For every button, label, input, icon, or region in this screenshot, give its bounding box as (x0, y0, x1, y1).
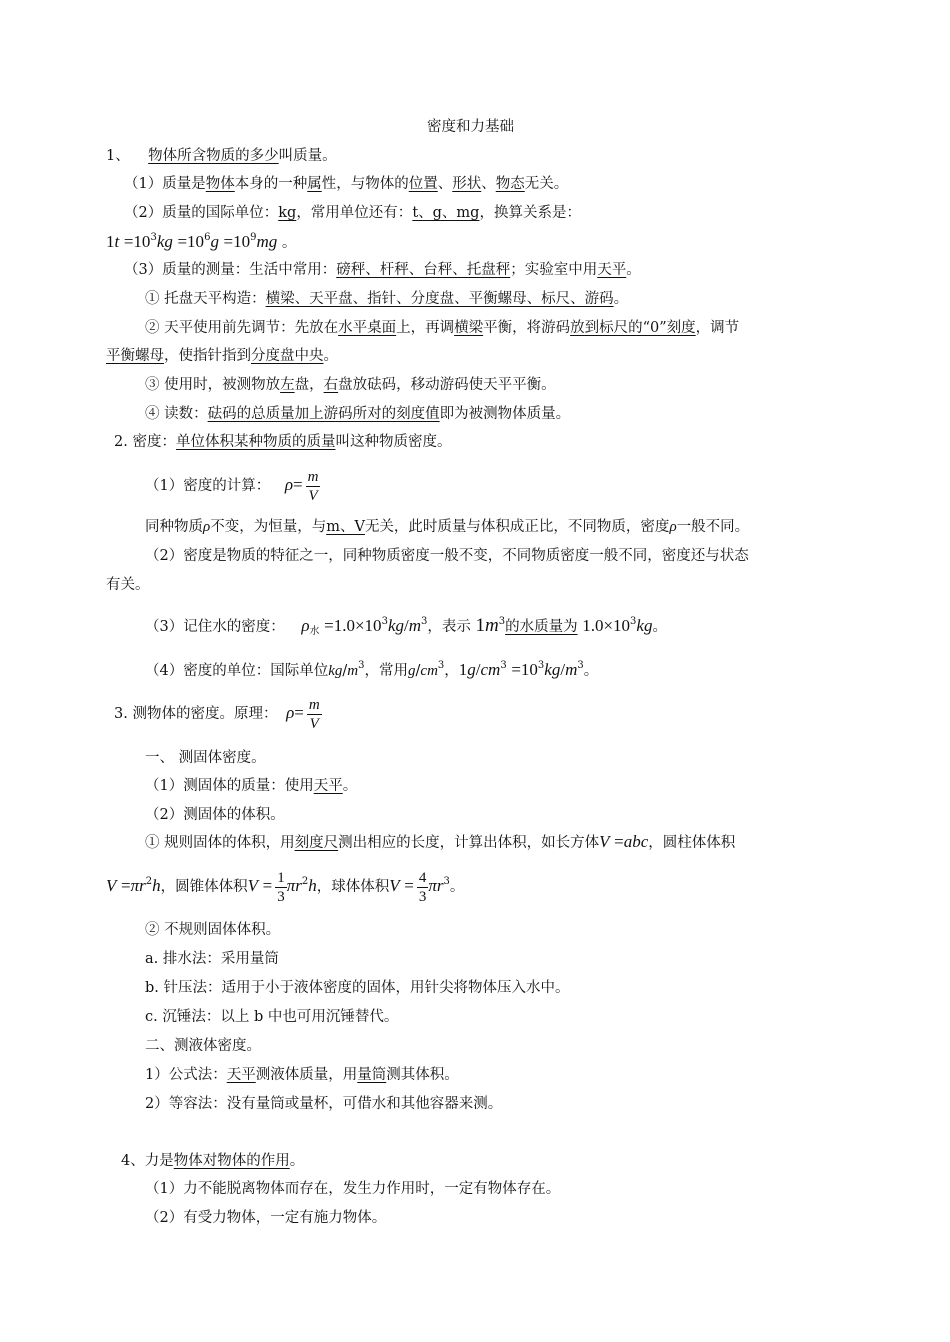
text: （2）质量的国际单位： (124, 205, 279, 221)
formula-part: h (152, 876, 161, 895)
rho-symbol: ρ (203, 519, 211, 535)
page-title: 密度和力基础 (427, 119, 514, 135)
text: （4）密度的单位：国际单位 (145, 663, 329, 679)
formula-part: =10 (123, 232, 151, 251)
balance-structure-line (145, 289, 628, 309)
formula-part: t (114, 232, 120, 251)
text: 。 (652, 619, 667, 635)
underlined-term: 属 (307, 176, 322, 192)
text: 不变，为恒量，与 (210, 519, 327, 535)
formula-part: / (560, 660, 566, 679)
solid-mass-line (145, 776, 357, 796)
formula-part: / (475, 660, 481, 679)
underlined-term: 磅秤、杆秤、台秤、托盘秤 (336, 262, 511, 278)
rho-symbol: ρ (284, 475, 294, 494)
formula-part: g (467, 660, 476, 679)
underlined-term: 左 (280, 377, 295, 393)
exponent: 9 (250, 232, 257, 243)
text: ① 规则固体的体积，用 (145, 835, 295, 851)
water-density-line (145, 608, 667, 645)
formula-part: cm (420, 663, 438, 679)
subscript: 水 (309, 626, 320, 637)
formula-part: 1 (106, 232, 115, 251)
numerator: 1 (277, 869, 285, 886)
exponent: 6 (204, 232, 211, 243)
text: 。 (323, 348, 338, 364)
density-constant-line (145, 517, 749, 537)
method-c: c. 沉锤法：以上 b 中也可用沉锤替代。 (145, 1009, 399, 1025)
text: 、 (437, 176, 453, 192)
formula-part: / (415, 663, 421, 679)
exponent: 3 (498, 616, 506, 627)
formula-part: 1 (475, 615, 485, 636)
text: ，常用单位还有： (296, 205, 413, 221)
underlined-term: 砝码的总质量加上游码所对的刻度值 (207, 406, 440, 422)
text: （3）质量的测量：生活中常用： (124, 262, 337, 278)
exponent: 3 (150, 232, 157, 243)
formula-part: = (614, 832, 624, 851)
section-3-heading (114, 690, 322, 737)
denominator: V (309, 715, 319, 732)
text: ② 天平使用前先调节：先放在 (145, 320, 339, 336)
text: 。 (626, 262, 641, 278)
text: 叫这种物质密度。 (335, 434, 452, 450)
text: ，使指针指到 (164, 348, 251, 364)
formula-part: kg (328, 663, 343, 679)
exponent: 2 (145, 876, 153, 887)
formula-part: V (389, 876, 400, 895)
underlined-term: 平衡螺母 (106, 348, 164, 364)
text: 测出相应的长度，计算出体积，如长方体 (338, 835, 600, 851)
exponent: 3 (421, 616, 428, 627)
formula-part: =10 (177, 232, 205, 251)
fraction (306, 468, 321, 505)
text: ，圆柱体体积 (648, 835, 736, 851)
text: 。 (449, 879, 465, 895)
text: ，换算关系是： (479, 205, 581, 221)
formula-part: m (347, 663, 359, 679)
force-point-1: （1）力不能脱离物体而存在，发生力作用时，一定有物体存在。 (145, 1181, 561, 1197)
underlined-term: 物体所含物质的多少 (148, 148, 279, 164)
exponent: 3 (358, 660, 365, 671)
text: 。 (342, 778, 358, 794)
balance-adjust-line (145, 318, 739, 338)
fraction (275, 869, 287, 906)
text: 性，与物体的 (321, 176, 409, 192)
text: 叫质量。 (278, 148, 337, 164)
section-1-heading (106, 146, 337, 166)
exponent: 3 (381, 616, 388, 627)
underlined-term: 物体 (205, 176, 235, 192)
formula-part: kg (544, 660, 561, 679)
underlined-term: 单位体积某种物质的质量 (175, 434, 336, 450)
text: 2. 密度： (114, 434, 176, 450)
text: ③ 使用时，被测物放 (145, 377, 281, 393)
text: ，球体体积 (316, 879, 390, 895)
exponent: 2 (301, 876, 309, 887)
mass-measurement-line (124, 260, 641, 280)
formula-part: 1.0 (582, 616, 604, 635)
regular-solid-line (145, 832, 735, 853)
text: 盘放砝码，移动游码使天平平衡。 (338, 377, 556, 393)
underlined-term: 形状 (452, 176, 482, 192)
text: （1）质量是 (124, 176, 206, 192)
method-a: a. 排水法：采用量筒 (145, 951, 279, 967)
text: 无关。 (524, 176, 569, 192)
solid-volume-line: （2）测固体的体积。 (145, 807, 285, 823)
text: 盘， (294, 377, 324, 393)
text: （3）记住水的密度： (145, 619, 285, 635)
text: 一般不同。 (676, 519, 750, 535)
rho-symbol: ρ (301, 616, 310, 635)
formula-part: =1.0 (324, 616, 355, 635)
text: 测其体积。 (386, 1067, 459, 1083)
formula-part: m (565, 660, 578, 679)
density-characteristic-line-cont (106, 575, 150, 595)
text: ① 托盘天平构造： (145, 291, 266, 307)
liquid-density-heading: 二、测液体密度。 (145, 1038, 261, 1054)
mass-property-line (124, 174, 568, 194)
text: （1）密度的计算： (145, 478, 271, 494)
underlined-term: 的水质量为 (505, 619, 578, 635)
fraction (307, 696, 322, 733)
text: 同种物质 (145, 519, 203, 535)
liquid-formula-method (145, 1065, 459, 1085)
text: 无关，此时质量与体积成正比，不同物质，密度 (364, 519, 670, 535)
section-2-heading (114, 432, 451, 452)
formula-part: πr (286, 876, 302, 895)
unit-conversion-formula (106, 232, 296, 253)
formula-part: V (106, 876, 117, 895)
formula-part: V (247, 876, 258, 895)
balance-use-line (145, 375, 556, 395)
exponent: 3 (437, 660, 445, 671)
underlined-term: 天平 (226, 1067, 256, 1083)
density-characteristic-line (145, 546, 749, 566)
text: ，常用 (364, 663, 409, 679)
formula-part: 1 (458, 660, 468, 679)
text: （2）密度是物质的特征之一，同种物质密度一般不变，不同物质密度一般不同，密度还与状态 (145, 548, 749, 564)
formula-part: kg (156, 232, 173, 251)
formula-part: h (308, 876, 317, 895)
formula-part: m (484, 615, 499, 636)
underlined-term: 横梁 (454, 320, 484, 336)
text: 本身的一种 (234, 176, 308, 192)
formula-part: =10 (511, 660, 538, 679)
text: 。 (281, 235, 297, 251)
text: 上，再调 (396, 320, 455, 336)
denominator: V (308, 487, 318, 504)
underlined-term: 横梁、天平盘、指针、分度盘、平衡螺母、标尺、游码 (265, 291, 614, 307)
rho-symbol: ρ (669, 519, 677, 535)
underlined-term: 放到标尺的“0”刻度 (570, 320, 696, 336)
equals: = (293, 475, 303, 494)
formula-part: kg (636, 616, 653, 635)
underlined-term: kg (278, 205, 297, 221)
denominator: 3 (418, 888, 427, 905)
formula-part: πr (428, 876, 444, 895)
density-formula-line (145, 462, 320, 509)
formula-part: πr (130, 876, 146, 895)
underlined-term: 物态 (495, 176, 525, 192)
underlined-term: 刻度尺 (294, 835, 339, 851)
formula-part: ×10 (354, 616, 382, 635)
irregular-solid-heading: ② 不规则固体体积。 (145, 922, 281, 938)
text: 3. 测物体的密度。原理： (114, 706, 278, 722)
underlined-term: 物体对物体的作用 (173, 1153, 290, 1169)
formula-part: = (262, 876, 273, 895)
denominator: 3 (277, 888, 285, 905)
liquid-equal-volume-method: 2）等容法：没有量筒或量杯，可借水和其他容器来测。 (145, 1096, 503, 1112)
exponent: 3 (500, 660, 507, 671)
formula-part: mg (256, 232, 278, 251)
formula-part: m (408, 616, 421, 635)
formula-part: V (599, 832, 610, 851)
formula-part: =10 (223, 232, 251, 251)
underlined-term: m、V (326, 519, 365, 535)
underlined-term: 水平桌面 (338, 320, 397, 336)
underlined-term: 量筒 (357, 1067, 387, 1083)
underlined-term: 分度盘中央 (251, 348, 324, 364)
rho-symbol: ρ (286, 703, 295, 722)
text: 即为被测物体质量。 (439, 406, 571, 422)
text: ，表示 (427, 619, 471, 635)
text: ，调节 (695, 320, 740, 336)
text: ；实验室中用 (510, 262, 598, 278)
text: 测液体质量，用 (255, 1067, 358, 1083)
volume-formulas-line (106, 862, 464, 911)
formula-part: g (210, 232, 219, 251)
balance-reading-line (145, 404, 570, 424)
exponent: 3 (630, 616, 637, 627)
exponent: 3 (537, 660, 545, 671)
formula-part: / (342, 663, 348, 679)
exponent: 3 (577, 660, 584, 671)
text: ④ 读数： (145, 406, 208, 422)
underlined-term: 右 (323, 377, 339, 393)
section-number: 1、 (106, 148, 130, 164)
underlined-term: t、g、mg (412, 205, 480, 221)
numerator: m (307, 468, 319, 485)
text: 4、力是 (121, 1153, 174, 1169)
fraction (417, 869, 429, 906)
text: 。 (613, 291, 629, 307)
numerator: m (308, 696, 320, 713)
underlined-term: 位置 (408, 176, 438, 192)
text: （1）测固体的质量：使用 (145, 778, 314, 794)
text: 。 (289, 1153, 305, 1169)
text: 有关。 (106, 577, 150, 593)
text: 、 (481, 176, 496, 192)
solid-density-heading: 一、 测固体密度。 (145, 750, 266, 766)
density-unit-line (145, 660, 598, 681)
text: ，圆锥体体积 (160, 879, 248, 895)
text: 平衡，将游码 (483, 320, 571, 336)
formula-part: abc (623, 832, 649, 851)
underlined-term: 天平 (313, 778, 343, 794)
equals: = (294, 703, 304, 722)
formula-part: cm (480, 660, 501, 679)
mass-unit-line (124, 203, 581, 223)
formula-part: / (403, 616, 409, 635)
formula-part: kg (387, 616, 404, 635)
method-b: b. 针压法：适用于小于液体密度的固体，用针尖将物体压入水中。 (145, 980, 570, 996)
balance-adjust-line-cont (106, 346, 338, 366)
section-4-heading (121, 1151, 304, 1171)
force-point-2: （2）有受力物体，一定有施力物体。 (145, 1210, 387, 1226)
formula-part: ×10 (603, 616, 631, 635)
formula-part: = (121, 876, 131, 895)
formula-part: = (404, 876, 414, 895)
formula-part: g (408, 663, 416, 679)
text: 。 (583, 663, 599, 679)
numerator: 4 (418, 869, 427, 886)
exponent: 3 (443, 876, 450, 887)
text: 1）公式法： (145, 1067, 227, 1083)
text: ， (444, 663, 459, 679)
underlined-term: 天平 (597, 262, 627, 278)
